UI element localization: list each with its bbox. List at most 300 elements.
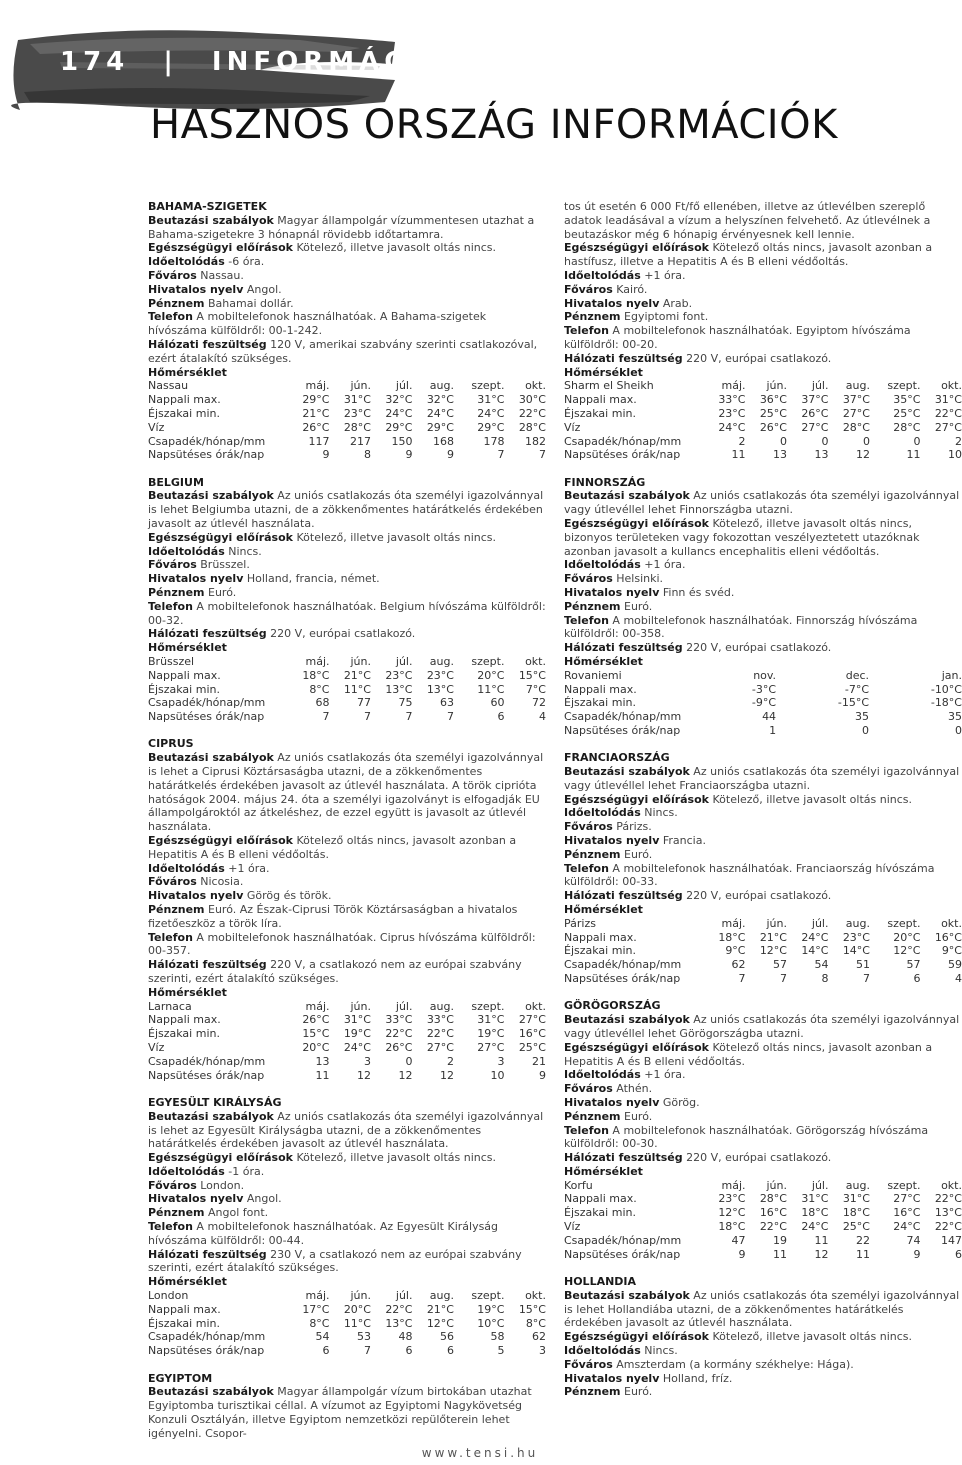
- climate-cell: 9: [913, 1247, 921, 1261]
- info-label: Főváros: [564, 572, 613, 586]
- info-label: Telefon: [564, 1123, 609, 1137]
- climate-cell: 20°C: [302, 1041, 330, 1055]
- climate-cell: 7: [497, 448, 505, 462]
- info-value: Kötelező, illetve javasolt oltás nincs.: [292, 530, 497, 544]
- info-capital: [564, 820, 962, 834]
- climate-cell: 37°C: [801, 393, 829, 407]
- climate-row: [148, 421, 546, 435]
- climate-cell: 12°C: [426, 1316, 454, 1330]
- info-value: Az uniós csatlakozás óta személyi igazolvánnyal vagy útlevéllel lehet Görögországba utazni.: [564, 1013, 960, 1040]
- info-entry: [564, 765, 962, 793]
- climate-cell: 0: [405, 1054, 413, 1068]
- climate-cell: 0: [913, 434, 921, 448]
- info-value: Magyar állampolgár vízum birtokában utazhat Egyiptomba turisztikai céllal. A vízumot az Egyiptomi Nagykövetség Konzuli Osztályán, illetve Egyiptom nemzetközi repülőterein lehet igényelni. Csopor-: [148, 1385, 532, 1440]
- climate-cell: -3°C: [751, 682, 777, 696]
- info-value: +1 óra.: [640, 558, 686, 572]
- climate-cell: 7°C: [525, 682, 546, 696]
- info-value: Francia.: [659, 834, 706, 848]
- climate-cell: 47: [731, 1233, 746, 1247]
- climate-cell: 6: [405, 1344, 413, 1358]
- info-value: Euró.: [620, 599, 653, 613]
- climate-cell: 26°C: [385, 1041, 413, 1055]
- info-value: Görög és török.: [243, 889, 332, 903]
- climate-cell: 25°C: [759, 406, 787, 420]
- climate-cell: 2: [955, 434, 962, 448]
- climate-row: [148, 1069, 546, 1083]
- climate-header-cell: máj.: [305, 655, 330, 668]
- climate-table: [148, 1289, 546, 1358]
- info-time: [148, 255, 546, 269]
- info-label: Hivatalos nyelv: [564, 1371, 660, 1385]
- climate-cell: 9°C: [941, 944, 962, 958]
- climate-row: [148, 1303, 546, 1317]
- info-voltage: [564, 641, 962, 655]
- climate-header-cell: jún.: [350, 379, 371, 393]
- info-value: +1 óra.: [640, 1068, 686, 1082]
- climate-cell: Éjszakai min.: [148, 1027, 220, 1041]
- info-lang: [148, 572, 546, 586]
- info-value: 220 V, európai csatlakozó.: [682, 1151, 832, 1165]
- climate-cell: 9: [539, 1068, 546, 1082]
- climate-cell: Nappali max.: [148, 1302, 221, 1316]
- info-label: Időeltolódás: [148, 1164, 225, 1178]
- info-value: Euró.: [620, 1109, 653, 1123]
- climate-cell: 62: [532, 1330, 546, 1344]
- info-label: Beutazási szabályok: [148, 213, 274, 227]
- info-label: Telefon: [564, 861, 609, 875]
- climate-cell: 7: [539, 448, 546, 462]
- climate-cell: 12: [440, 1068, 454, 1082]
- climate-cell: 23°C: [426, 668, 454, 682]
- climate-row: [564, 958, 962, 972]
- climate-row: [564, 448, 962, 462]
- climate-cell: 23°C: [842, 930, 870, 944]
- climate-cell: 21°C: [302, 406, 330, 420]
- climate-row: [564, 1192, 962, 1206]
- climate-cell: 17°C: [302, 1302, 330, 1316]
- info-value: Az uniós csatlakozás óta személyi igazolvánnyal is lehet Belgiumba utazni, de a zökkenőmentes határátkelés érdekében javasolt az útlevél használata.: [148, 489, 544, 531]
- climate-header-cell: aug.: [845, 916, 870, 930]
- climate-cell: 147: [941, 1233, 962, 1247]
- climate-cell: 7: [738, 972, 746, 986]
- info-label: Telefon: [148, 1220, 193, 1234]
- climate-cell: 54: [814, 958, 829, 972]
- climate-cell: -15°C: [837, 696, 870, 710]
- info-label: Hivatalos nyelv: [564, 586, 660, 600]
- climate-cell: 11: [315, 1068, 330, 1082]
- climate-cell: 8°C: [309, 682, 330, 696]
- info-value: A mobiltelefonok használhatóak. Egyiptom hívószáma külföldről: 00-20.: [564, 324, 911, 351]
- climate-cell: 0: [955, 723, 962, 737]
- climate-row: [564, 710, 962, 724]
- info-health: [564, 793, 962, 807]
- climate-cell: Csapadék/hónap/mm: [564, 958, 682, 972]
- climate-cell: 16°C: [759, 1206, 787, 1220]
- climate-cell: 58: [490, 1330, 505, 1344]
- info-value: Angol.: [243, 282, 282, 296]
- info-label: Időeltolódás: [148, 861, 225, 875]
- climate-cell: 13: [814, 448, 829, 462]
- climate-header-cell: szept.: [471, 999, 505, 1013]
- climate-header-cell: Larnaca: [148, 999, 192, 1013]
- climate-cell: 7: [405, 710, 413, 724]
- climate-cell: 26°C: [302, 1013, 330, 1027]
- climate-cell: -18°C: [930, 696, 962, 710]
- climate-cell: 16°C: [893, 1206, 921, 1220]
- climate-cell: 8°C: [525, 1316, 546, 1330]
- info-label: Egészségügyi előírások: [148, 530, 293, 544]
- info-voltage: [148, 627, 546, 641]
- info-label: Főváros: [148, 875, 197, 889]
- info-capital: [148, 269, 546, 283]
- footer-url[interactable]: www.tensi.hu: [421, 1446, 539, 1460]
- info-time: [564, 269, 962, 283]
- climate-cell: Nappali max.: [148, 668, 221, 682]
- climate-row: [148, 393, 546, 407]
- climate-cell: 24°C: [426, 406, 454, 420]
- info-label: Pénznem: [148, 1206, 205, 1220]
- climate-cell: Víz: [564, 420, 581, 434]
- climate-cell: 57: [906, 958, 921, 972]
- info-value: A mobiltelefonok használhatóak. Görögország hívószáma külföldről: 00-30.: [564, 1123, 929, 1151]
- climate-cell: 12: [398, 1068, 413, 1082]
- climate-header-cell: aug.: [429, 379, 454, 393]
- climate-cell: 31°C: [801, 1192, 829, 1206]
- climate-header-cell: szept.: [887, 379, 921, 393]
- climate-cell: 13°C: [934, 1206, 962, 1220]
- climate-cell: 6: [322, 1344, 330, 1358]
- climate-cell: 60: [490, 696, 505, 710]
- info-value: A mobiltelefonok használhatóak. A Bahama-szigetek hívószáma külföldről: 00-1-242.: [148, 310, 487, 338]
- climate-header-cell: jún.: [766, 379, 787, 393]
- climate-cell: 11: [731, 448, 746, 462]
- climate-header-cell: nov.: [753, 668, 777, 682]
- climate-header-row: [564, 1179, 962, 1193]
- climate-cell: Napsütéses órák/nap: [564, 1247, 681, 1261]
- climate-cell: 29°C: [426, 420, 454, 434]
- climate-cell: Éjszakai min.: [564, 1206, 636, 1220]
- climate-cell: 3: [497, 1054, 505, 1068]
- climate-header-cell: Párizs: [564, 916, 596, 930]
- info-value: Kötelező, illetve javasolt oltás nincs.: [292, 1151, 497, 1165]
- info-time: [564, 558, 962, 572]
- climate-cell: 0: [863, 434, 870, 448]
- temperature-heading: Hőmérséklet: [148, 985, 227, 999]
- climate-cell: 23°C: [718, 1192, 746, 1206]
- country-section: [564, 751, 962, 986]
- info-label: Időeltolódás: [564, 1068, 641, 1082]
- climate-cell: Csapadék/hónap/mm: [148, 1330, 266, 1344]
- info-time: [564, 1068, 962, 1082]
- climate-header-cell: Brüsszel: [148, 655, 195, 668]
- climate-cell: 2: [447, 1054, 454, 1068]
- climate-header-cell: jún.: [350, 1289, 371, 1303]
- climate-cell: 12°C: [718, 1206, 746, 1220]
- info-voltage: [564, 352, 962, 366]
- climate-cell: 19°C: [477, 1027, 505, 1041]
- info-label: Egészségügyi előírások: [148, 1151, 293, 1165]
- climate-cell: 28°C: [893, 420, 921, 434]
- info-label: Hivatalos nyelv: [564, 834, 660, 848]
- info-label: Hálózati feszültség: [148, 627, 267, 641]
- info-label: Beutazási szabályok: [564, 489, 690, 503]
- climate-cell: 33°C: [385, 1013, 413, 1027]
- climate-header-cell: szept.: [471, 655, 505, 668]
- climate-row: [148, 407, 546, 421]
- climate-cell: 10: [948, 448, 962, 462]
- info-entry: [564, 489, 962, 517]
- info-value: Az uniós csatlakozás óta személyi igazolvánnyal vagy útlevéllel lehet Finnországba utazni.: [564, 489, 960, 517]
- climate-cell: 31°C: [343, 1013, 371, 1027]
- climate-row: [148, 448, 546, 462]
- climate-cell: Éjszakai min.: [148, 682, 220, 696]
- climate-row: [564, 1206, 962, 1220]
- climate-row: [564, 683, 962, 697]
- climate-cell: -10°C: [930, 682, 962, 696]
- info-label: Egészségügyi előírások: [564, 517, 709, 531]
- climate-cell: 33°C: [718, 393, 746, 407]
- info-phone: [148, 310, 546, 338]
- info-capital: [148, 558, 546, 572]
- climate-cell: 11: [856, 1247, 870, 1261]
- info-lang: [564, 586, 962, 600]
- climate-row: [148, 1055, 546, 1069]
- climate-cell: 12: [357, 1068, 371, 1082]
- info-health: [148, 834, 546, 862]
- climate-cell: -9°C: [751, 696, 777, 710]
- climate-cell: 31°C: [477, 393, 505, 407]
- climate-row: [564, 1248, 962, 1262]
- info-label: Hálózati feszültség: [148, 337, 267, 351]
- climate-cell: Csapadék/hónap/mm: [564, 1233, 682, 1247]
- info-value: Az uniós csatlakozás óta személyi igazolvánnyal is lehet az Egyesült Királyságba utazni, de a zökkenőmentes határátkelés érdekében javasolt az útlevél használata.: [148, 1109, 544, 1151]
- climate-header-cell: júl.: [811, 379, 829, 393]
- info-label: Beutazási szabályok: [148, 751, 274, 765]
- country-title: FINNORSZÁG: [564, 475, 646, 489]
- climate-cell: Víz: [148, 420, 165, 434]
- info-label: Telefon: [148, 599, 193, 613]
- climate-cell: 21: [532, 1054, 546, 1068]
- climate-cell: 18°C: [842, 1206, 870, 1220]
- climate-cell: 26°C: [759, 420, 787, 434]
- climate-cell: Éjszakai min.: [148, 1316, 220, 1330]
- info-value: Angol font.: [204, 1206, 269, 1220]
- climate-cell: 7: [364, 1344, 371, 1358]
- climate-row: [148, 683, 546, 697]
- climate-cell: 35: [855, 710, 870, 724]
- info-value: Kötelező, illetve javasolt oltás nincs.: [292, 241, 497, 255]
- country-section: [148, 476, 546, 724]
- info-value: Nincs.: [224, 544, 262, 558]
- climate-cell: 32°C: [426, 393, 454, 407]
- climate-table: [148, 379, 546, 462]
- climate-cell: 28°C: [343, 420, 371, 434]
- info-value: Nincs.: [640, 1343, 678, 1357]
- climate-cell: 31°C: [343, 393, 371, 407]
- climate-cell: Éjszakai min.: [564, 406, 636, 420]
- info-value: -6 óra.: [224, 255, 265, 269]
- climate-header-cell: okt.: [525, 999, 546, 1013]
- country-title: BAHAMA-SZIGETEK: [148, 200, 267, 213]
- climate-header-cell: júl.: [395, 379, 413, 393]
- header-section: INFORMÁCIÓK: [211, 47, 476, 77]
- climate-cell: 7: [447, 710, 454, 724]
- info-phone: [564, 1124, 962, 1152]
- info-money: [564, 600, 962, 614]
- info-label: Időeltolódás: [148, 255, 225, 269]
- climate-cell: 19°C: [477, 1302, 505, 1316]
- info-label: Pénznem: [148, 903, 205, 917]
- info-value: Euró.: [620, 847, 653, 861]
- info-label: Pénznem: [564, 847, 621, 861]
- info-value: Az uniós csatlakozás óta személyi igazolvánnyal is lehet Hollandiába utazni, de a zökkenőmentes határátkelés érdekében javasolt az útlevél használata.: [564, 1288, 960, 1330]
- climate-cell: 13°C: [385, 1316, 413, 1330]
- climate-table: [564, 379, 962, 462]
- climate-cell: 22°C: [934, 1192, 962, 1206]
- climate-cell: 13°C: [426, 682, 454, 696]
- info-health: [148, 241, 546, 255]
- info-entry: [148, 214, 546, 242]
- climate-cell: 28°C: [842, 420, 870, 434]
- climate-cell: 217: [350, 434, 371, 448]
- info-label: Főváros: [564, 820, 613, 834]
- climate-cell: 29°C: [302, 393, 330, 407]
- climate-cell: Nappali max.: [148, 1013, 221, 1027]
- info-entry: [148, 751, 546, 834]
- temperature-heading: Hőmérséklet: [148, 641, 227, 655]
- climate-row: [564, 421, 962, 435]
- climate-row: [564, 1234, 962, 1248]
- climate-cell: 37°C: [842, 393, 870, 407]
- climate-cell: 18°C: [718, 930, 746, 944]
- climate-cell: 6: [447, 1344, 454, 1358]
- info-value: Kötelező, illetve javasolt oltás nincs.: [708, 792, 913, 806]
- climate-cell: Csapadék/hónap/mm: [564, 710, 682, 724]
- climate-cell: 21°C: [426, 1302, 454, 1316]
- info-health: [564, 517, 962, 558]
- climate-cell: 27°C: [934, 420, 962, 434]
- country-section: [148, 1096, 546, 1358]
- climate-cell: 7: [322, 710, 330, 724]
- climate-row: [564, 435, 962, 449]
- info-money: [148, 297, 546, 311]
- climate-cell: 74: [906, 1233, 921, 1247]
- climate-header-row: [564, 379, 962, 393]
- climate-header-cell: aug.: [429, 999, 454, 1013]
- info-voltage: [564, 1151, 962, 1165]
- climate-row: [564, 972, 962, 986]
- climate-cell: 36°C: [759, 393, 787, 407]
- info-entry: [148, 1110, 546, 1151]
- info-voltage: [564, 889, 962, 903]
- climate-cell: 14°C: [842, 944, 870, 958]
- country-section: [148, 200, 546, 462]
- climate-row: [148, 1317, 546, 1331]
- climate-cell: 0: [821, 434, 829, 448]
- climate-header-cell: London: [148, 1289, 189, 1303]
- info-value: A mobiltelefonok használhatóak. Az Egyesült Királyság hívószáma külföldről: 00-44.: [148, 1220, 499, 1247]
- temperature-heading: Hőmérséklet: [564, 655, 643, 668]
- climate-cell: 9: [738, 1247, 746, 1261]
- info-entry: [564, 1289, 962, 1330]
- info-label: Egészségügyi előírások: [148, 834, 293, 848]
- climate-cell: 22°C: [759, 1220, 787, 1234]
- info-label: Főváros: [148, 1178, 197, 1192]
- climate-cell: 32°C: [385, 393, 413, 407]
- info-value: Kötelező, illetve javasolt oltás nincs.: [708, 1330, 913, 1344]
- info-money: [564, 848, 962, 862]
- climate-cell: 7: [863, 972, 870, 986]
- info-value: Kötelező, illetve javasolt oltás nincs, bizonyos területeken vagy fokozottan veszélyeztetett utazóknak azonban javasolt a kullancs encephalitis elleni védőoltás.: [564, 517, 920, 558]
- climate-cell: 6: [955, 1247, 962, 1261]
- climate-cell: 21°C: [759, 930, 787, 944]
- climate-cell: 4: [955, 972, 962, 986]
- climate-cell: 13: [773, 448, 787, 462]
- info-label: Pénznem: [564, 310, 621, 324]
- climate-header-cell: okt.: [941, 916, 962, 930]
- info-value: Euró.: [204, 586, 237, 600]
- info-label: Hivatalos nyelv: [564, 1095, 660, 1109]
- climate-header-cell: aug.: [845, 1178, 870, 1192]
- info-value: Párizs.: [612, 820, 652, 834]
- climate-header-cell: aug.: [429, 1289, 454, 1303]
- left-column: [148, 200, 546, 1454]
- climate-cell: Napsütéses órák/nap: [564, 448, 681, 462]
- info-value: Helsinki.: [612, 572, 664, 586]
- info-value: Euró.: [620, 1385, 653, 1399]
- info-label: Időeltolódás: [564, 806, 641, 820]
- climate-cell: Nappali max.: [564, 682, 637, 696]
- info-label: Beutazási szabályok: [564, 1013, 690, 1027]
- climate-header-cell: aug.: [845, 379, 870, 393]
- country-section: [564, 1275, 962, 1399]
- climate-row: [564, 407, 962, 421]
- climate-cell: 3: [364, 1054, 371, 1068]
- info-label: Egészségügyi előírások: [564, 1330, 709, 1344]
- climate-table: [564, 669, 962, 738]
- climate-cell: 24°C: [718, 420, 746, 434]
- climate-row: [564, 696, 962, 710]
- climate-cell: 22°C: [385, 1302, 413, 1316]
- info-label: Főváros: [564, 1357, 613, 1371]
- info-label: Telefon: [148, 930, 193, 944]
- info-money: [148, 1206, 546, 1220]
- info-value: Arab.: [659, 296, 693, 310]
- info-value: A mobiltelefonok használhatóak. Ciprus hívószáma külföldről: 00-357.: [148, 930, 536, 958]
- info-value: A mobiltelefonok használhatóak. Finnország hívószáma külföldről: 00-358.: [564, 613, 918, 641]
- info-phone: [148, 600, 546, 628]
- climate-cell: 9: [405, 448, 413, 462]
- climate-cell: 26°C: [302, 420, 330, 434]
- climate-cell: 12°C: [759, 944, 787, 958]
- info-value: 220 V, európai csatlakozó.: [682, 641, 832, 655]
- climate-header-cell: jún.: [350, 655, 371, 668]
- climate-cell: 22°C: [934, 1220, 962, 1234]
- info-lang: [148, 1192, 546, 1206]
- climate-header-row: [148, 655, 546, 669]
- climate-cell: Csapadék/hónap/mm: [148, 434, 266, 448]
- climate-cell: 7: [780, 972, 787, 986]
- climate-cell: 8: [364, 448, 371, 462]
- header-separator: |: [163, 47, 178, 77]
- climate-cell: 22°C: [426, 1027, 454, 1041]
- climate-header-cell: júl.: [395, 999, 413, 1013]
- climate-cell: 20°C: [343, 1302, 371, 1316]
- climate-cell: 22°C: [518, 406, 546, 420]
- climate-cell: 28°C: [518, 420, 546, 434]
- info-value: A mobiltelefonok használhatóak. Belgium hívószáma külföldről: 00-32.: [148, 599, 546, 627]
- info-phone: [564, 614, 962, 642]
